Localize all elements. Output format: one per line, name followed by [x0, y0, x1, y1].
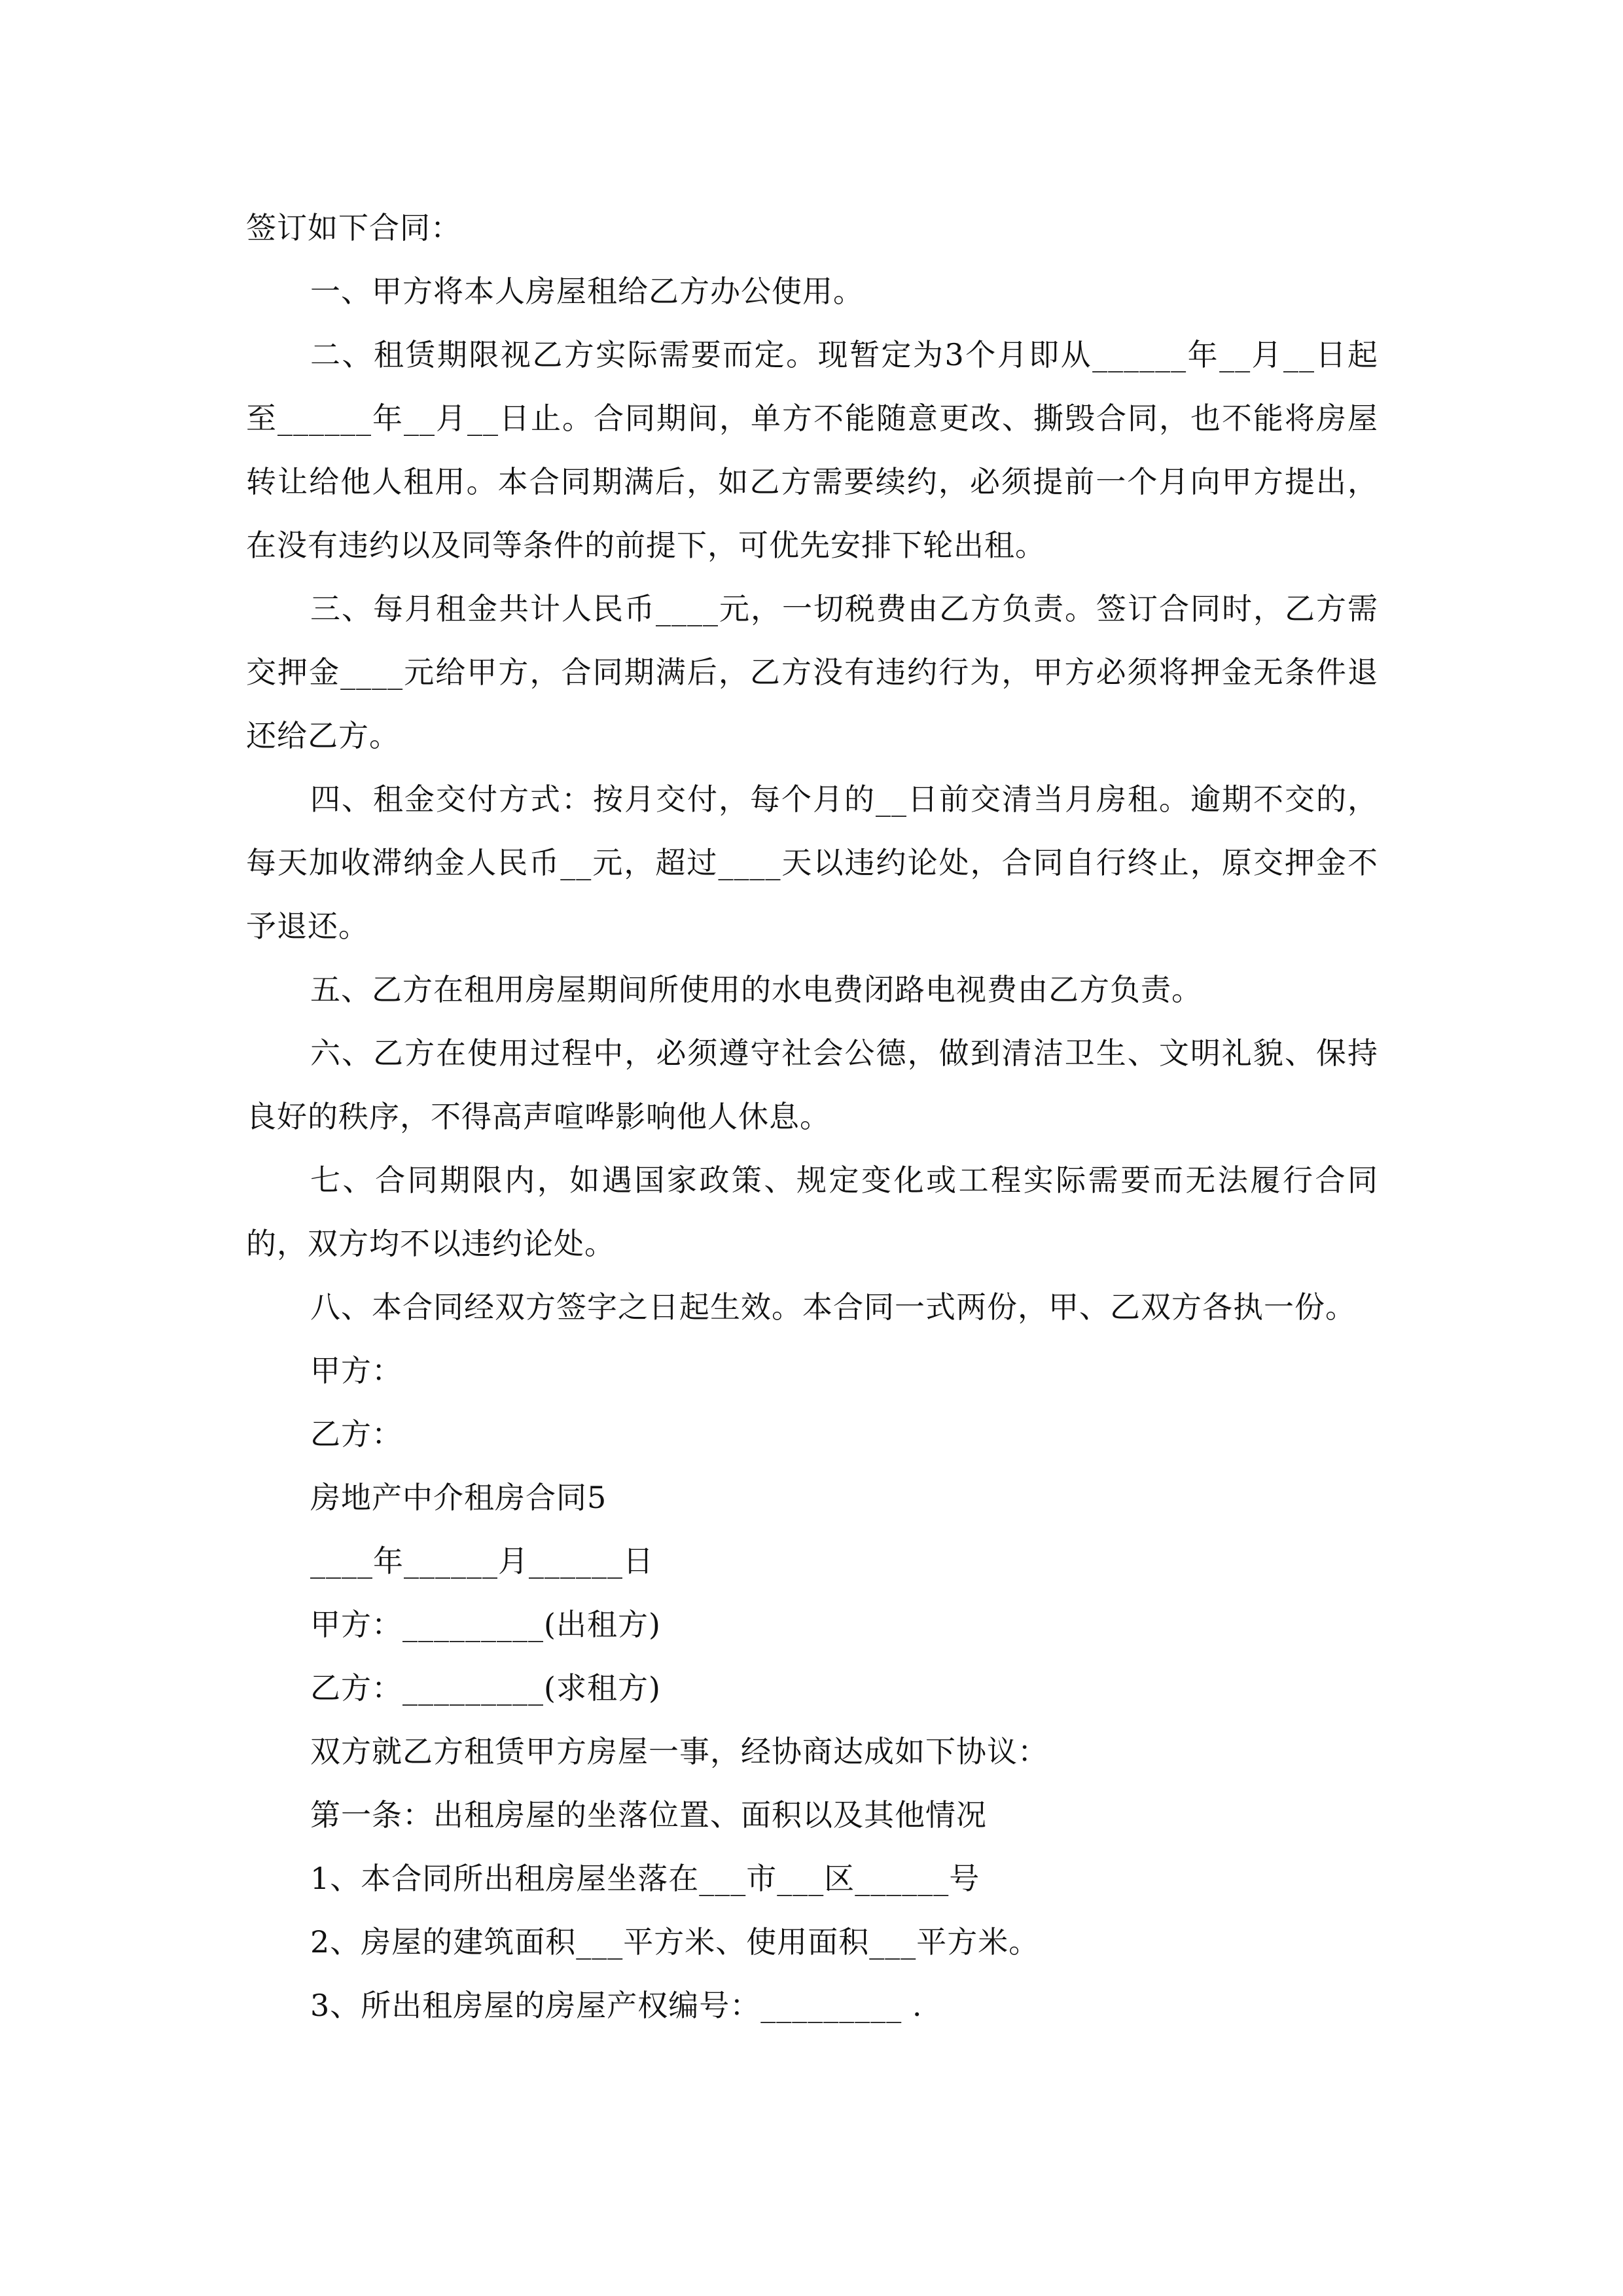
clause-3: 三、每月租金共计人民币____元，一切税费由乙方负责。签订合同时，乙方需交押金____元给甲方，合同期满后，乙方没有违约行为，甲方必须将押金无条件退还给乙方。	[246, 591, 1378, 753]
party-a-signature-line: 甲方：	[310, 1353, 402, 1388]
document-body	[246, 196, 1378, 2037]
clause-4: 四、租金交付方式：按月交付，每个月的__日前交清当月房租。逾期不交的，每天加收滞纳金人民币__元，超过____天以违约论处，合同自行终止，原交押金不予退还。	[246, 781, 1378, 944]
contract-title: 房地产中介租房合同5	[310, 1480, 607, 1515]
party-b-lessee: 乙方：_________(求租方)	[310, 1670, 661, 1706]
date-line: ____年______月______日	[310, 1543, 654, 1579]
article-1-item-3: 3、所出租房屋的房屋产权编号：_________ .	[310, 1988, 923, 2023]
article-1-heading: 第一条：出租房屋的坐落位置、面积以及其他情况	[310, 1797, 987, 1833]
clause-2: 二、租赁期限视乙方实际需要而定。现暂定为3个月即从______年__月__日起至______年__月__日止。合同期间，单方不能随意更改、撕毁合同，也不能将房屋转让给他人租用。本合同期满后，如乙方需要续约，必须提前一个月向甲方提出，在没有违约以及同等条件的前提下，可优先安排下轮出租。	[246, 337, 1378, 563]
clause-6: 六、乙方在使用过程中，必须遵守社会公德，做到清洁卫生、文明礼貌、保持良好的秩序，不得高声喧哗影响他人休息。	[246, 1035, 1378, 1134]
party-b-signature-line: 乙方：	[310, 1416, 402, 1452]
party-a-lessor: 甲方：_________(出租方)	[310, 1607, 661, 1642]
clause-1: 一、甲方将本人房屋租给乙方办公使用。	[310, 274, 864, 309]
paragraph-opening: 签订如下合同：	[246, 210, 461, 245]
article-1-item-1: 1、本合同所出租房屋坐落在___市___区______号	[310, 1861, 980, 1896]
clause-5: 五、乙方在租用房屋期间所使用的水电费闭路电视费由乙方负责。	[310, 972, 1202, 1007]
article-1-item-2: 2、房屋的建筑面积___平方米、使用面积___平方米。	[310, 1924, 1040, 1960]
agreement-intro: 双方就乙方租赁甲方房屋一事，经协商达成如下协议：	[310, 1734, 1048, 1769]
clause-8: 八、本合同经双方签字之日起生效。本合同一式两份，甲、乙双方各执一份。	[310, 1289, 1356, 1325]
clause-7: 七、合同期限内，如遇国家政策、规定变化或工程实际需要而无法履行合同的，双方均不以违约论处。	[246, 1162, 1378, 1261]
